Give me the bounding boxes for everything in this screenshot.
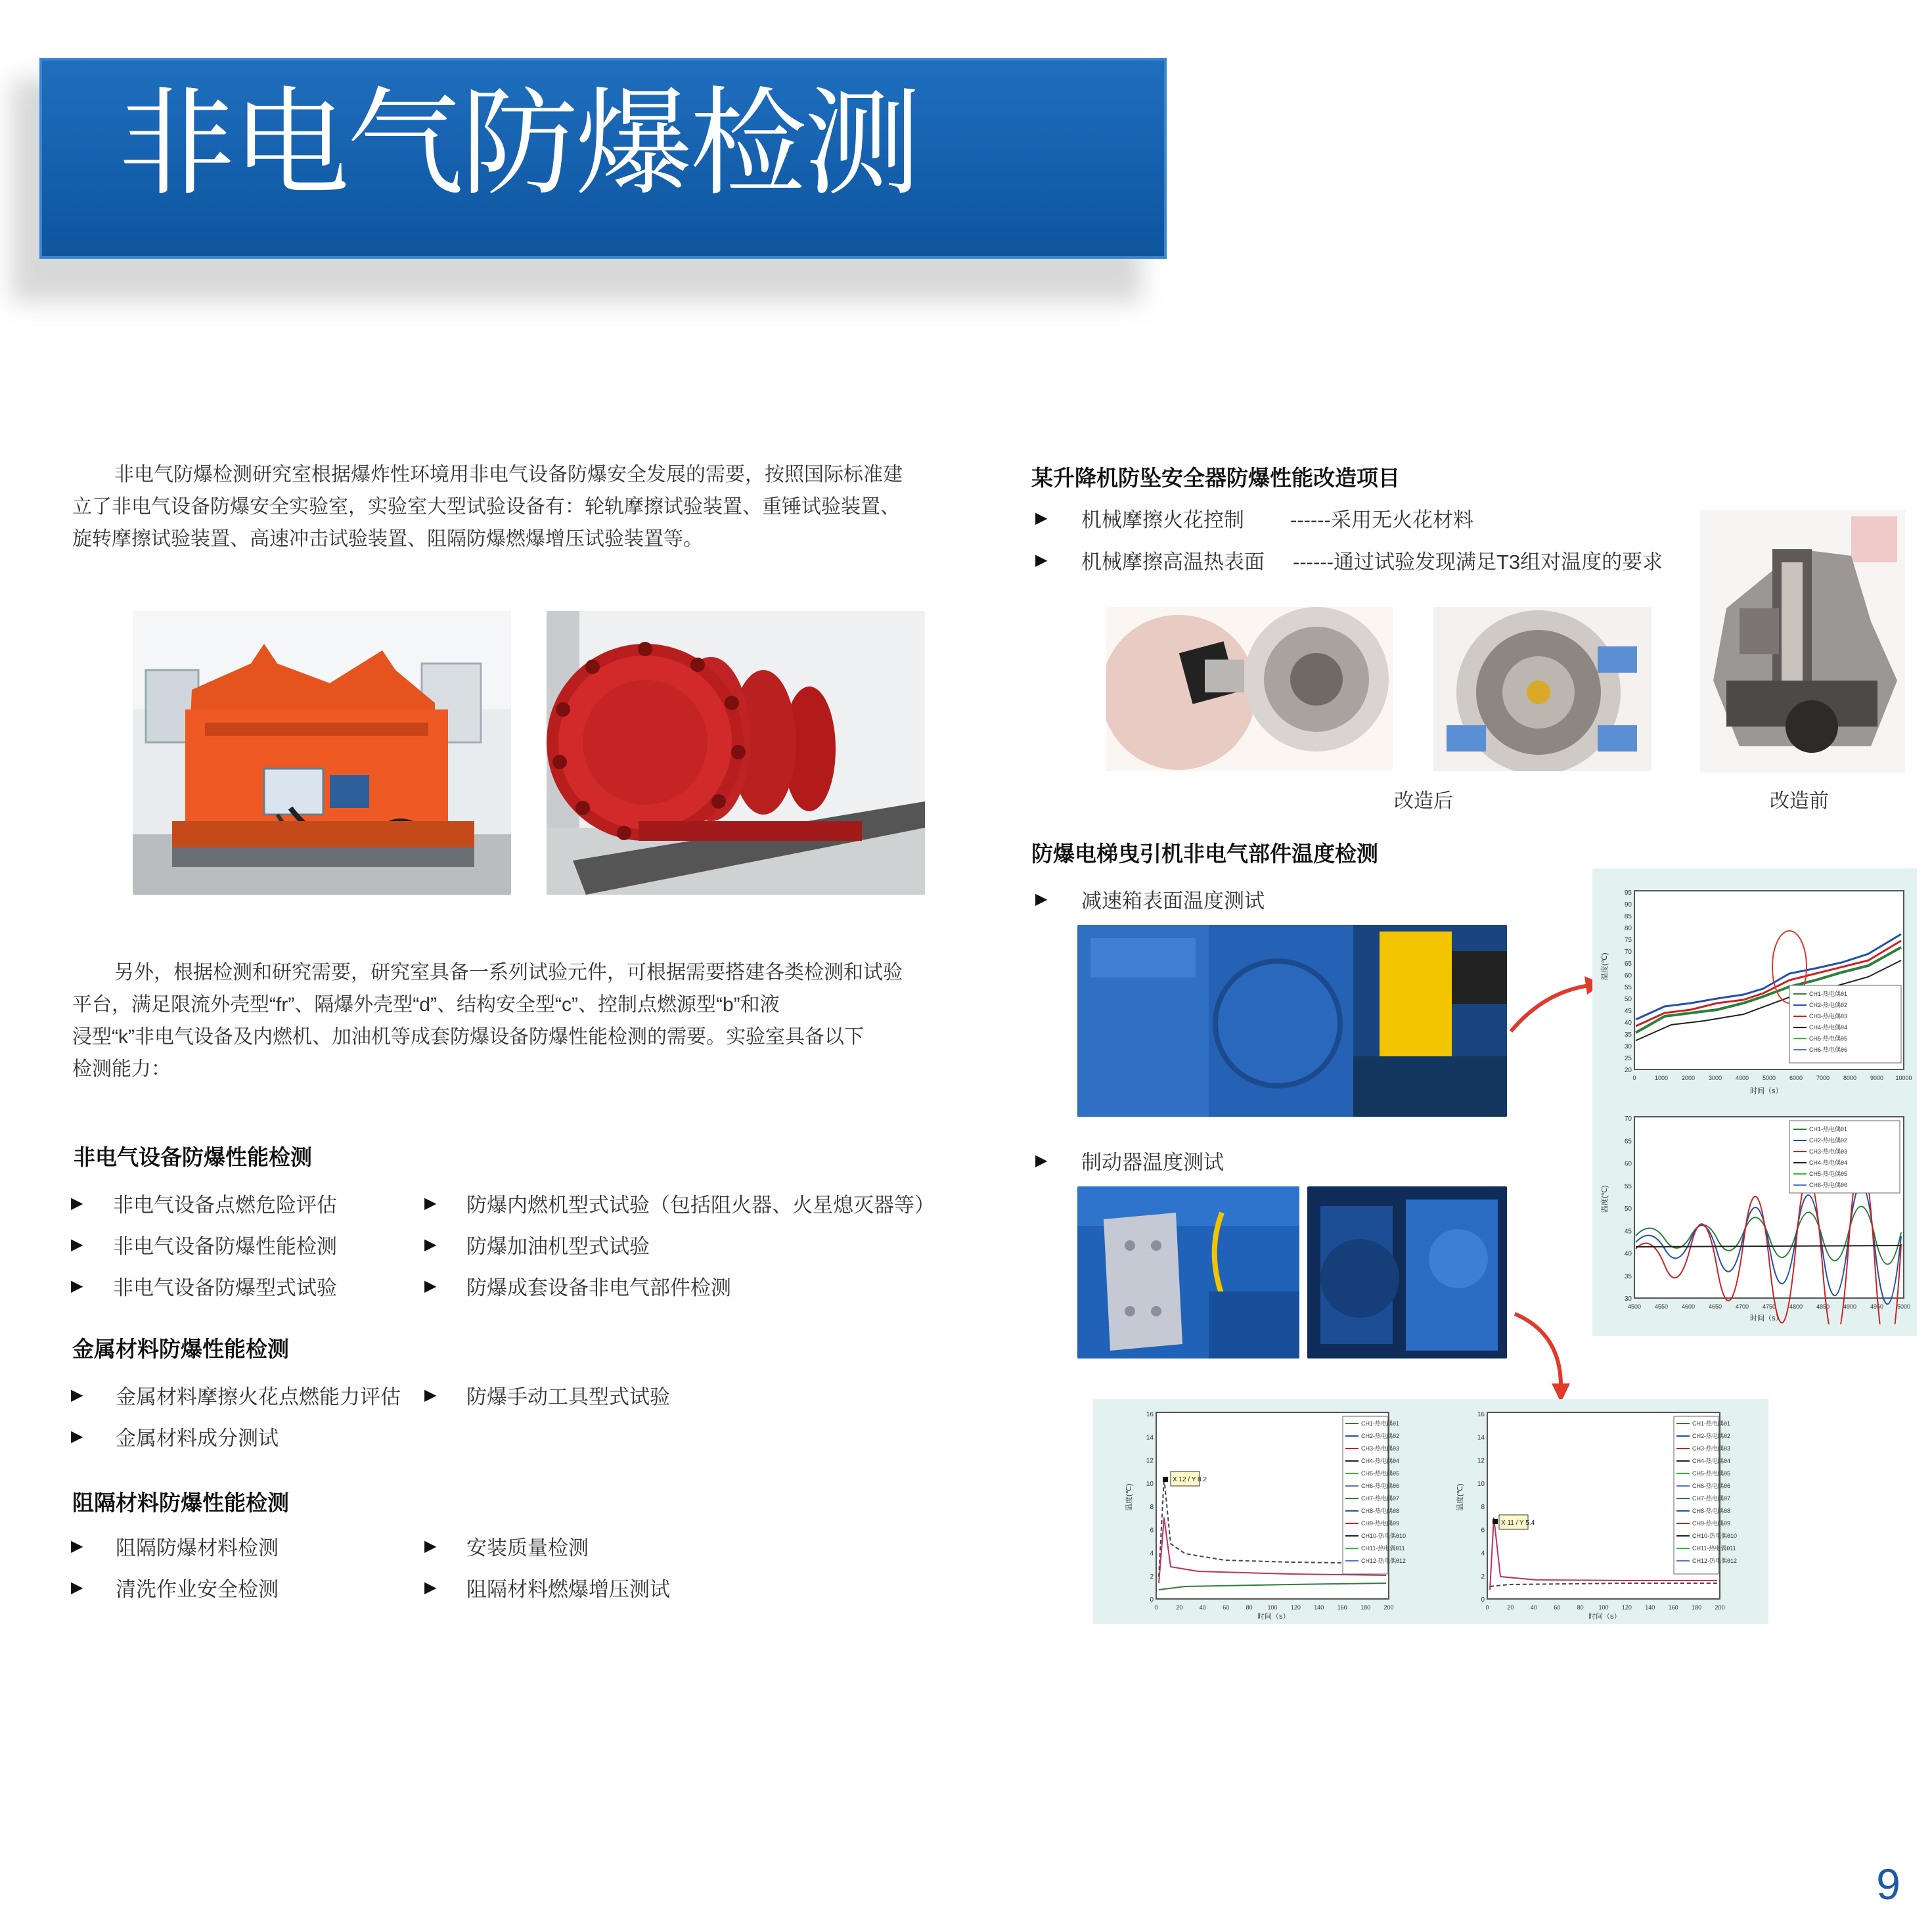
x-axis-label: 时间（s） <box>1588 1613 1621 1621</box>
legend-entry: CH6-热电偶θ6 <box>1809 1182 1848 1188</box>
section-title: 阻隔材料防爆性能检测 <box>72 1491 289 1515</box>
legend-entry: CH10-热电偶θ10 <box>1361 1533 1406 1539</box>
x-tick-label: 7000 <box>1816 1075 1830 1081</box>
x-tick-label: 180 <box>1692 1604 1702 1611</box>
intro-line: 检测能力： <box>72 1058 171 1080</box>
y-tick-label: 25 <box>1624 1055 1632 1062</box>
legend-entry: CH6-热电偶θ6 <box>1809 1046 1848 1053</box>
x-axis-label: 时间（s） <box>1257 1613 1290 1621</box>
x-tick-label: 10000 <box>1895 1075 1912 1081</box>
list-item: ▶ 机械摩擦高温热表面 ------通过试验发现满足T3组对温度的要求 <box>1035 550 1663 573</box>
x-tick-label: 4850 <box>1816 1303 1830 1310</box>
list-item: ▶ 金属材料成分测试 <box>71 1427 279 1450</box>
triangle-right-icon: ▶ <box>1035 508 1048 527</box>
x-tick-label: 140 <box>1314 1604 1324 1611</box>
x-tick-label: 9000 <box>1870 1075 1884 1081</box>
intro-paragraph-1 <box>72 459 966 555</box>
y-tick-label: 45 <box>1624 1008 1632 1015</box>
x-tick-label: 4600 <box>1681 1303 1696 1310</box>
y-tick-label: 8 <box>1481 1504 1485 1511</box>
page-title: 非电气防爆检测 <box>118 76 918 212</box>
triangle-right-icon: ▶ <box>71 1537 83 1555</box>
x-tick-label: 200 <box>1383 1604 1394 1611</box>
legend-entry: CH7-热电偶θ7 <box>1692 1495 1731 1502</box>
list-item: ▶ 非电气设备防爆性能检测 <box>71 1235 337 1258</box>
triangle-right-icon: ▶ <box>424 1236 437 1253</box>
triangle-right-icon: ▶ <box>424 1537 437 1555</box>
y-tick-label: 30 <box>1624 1295 1632 1303</box>
y-tick-label: 10 <box>1146 1480 1154 1488</box>
y-axis-label: 温度(℃) <box>1125 1483 1133 1511</box>
legend-entry: CH6-热电偶θ6 <box>1361 1483 1400 1489</box>
legend-entry: CH12-热电偶θ12 <box>1692 1558 1738 1564</box>
y-tick-label: 6 <box>1481 1527 1485 1535</box>
gearbox-photo <box>1077 925 1507 1117</box>
x-tick-label: 20 <box>1507 1604 1514 1611</box>
x-tick-label: 3000 <box>1708 1075 1722 1081</box>
section-title: 非电气设备防爆性能检测 <box>74 1145 312 1169</box>
x-tick-label: 5000 <box>1762 1075 1776 1081</box>
legend-entry: CH8-热电偶θ8 <box>1361 1508 1400 1514</box>
x-tick-label: 5000 <box>1897 1303 1911 1310</box>
legend-entry: CH2-热电偶θ2 <box>1809 1002 1848 1008</box>
legend-entry: CH4-热电偶θ4 <box>1809 1159 1848 1166</box>
before-retrofit-photo <box>1700 510 1905 773</box>
x-tick-label: 100 <box>1267 1604 1278 1611</box>
triangle-right-icon: ▶ <box>71 1277 83 1295</box>
x-tick-label: 8000 <box>1843 1075 1857 1081</box>
list-item: ▶ 安装质量检测 <box>424 1537 589 1560</box>
x-tick-label: 4900 <box>1843 1303 1857 1310</box>
legend-entry: CH6-热电偶θ6 <box>1692 1483 1731 1489</box>
triangle-right-icon: ▶ <box>424 1386 437 1404</box>
x-tick-label: 80 <box>1246 1604 1253 1611</box>
list-item: ▶ 机械摩擦火花控制 ------采用无火花材料 <box>1035 508 1473 531</box>
after-retrofit-caption: 改造后 <box>1394 790 1453 812</box>
legend-entry: CH1-热电偶θ1 <box>1361 1420 1400 1427</box>
y-tick-label: 85 <box>1624 913 1632 920</box>
x-tick-label: 2000 <box>1681 1075 1696 1081</box>
brake-temperature-rise-chart-2 <box>1431 1399 1768 1624</box>
page-number: 9 <box>1876 1860 1900 1908</box>
y-tick-label: 80 <box>1624 925 1632 932</box>
x-tick-label: 4000 <box>1735 1075 1749 1081</box>
x-tick-label: 40 <box>1530 1604 1537 1611</box>
y-tick-label: 14 <box>1146 1434 1154 1442</box>
x-tick-label: 100 <box>1598 1604 1609 1611</box>
project-title: 某升降机防坠安全器防爆性能改造项目 <box>1031 466 1400 490</box>
x-tick-label: 200 <box>1715 1604 1725 1611</box>
gearbox-temperature-chart <box>1592 868 1917 1098</box>
legend-entry: CH4-热电偶θ4 <box>1692 1458 1731 1464</box>
x-tick-label: 4750 <box>1762 1303 1776 1310</box>
triangle-right-icon: ▶ <box>424 1277 437 1295</box>
list-item: ▶ 金属材料摩擦火花点燃能力评估 <box>71 1385 401 1408</box>
x-tick-label: 0 <box>1632 1075 1636 1081</box>
after-retrofit-photo-1 <box>1106 607 1393 771</box>
y-tick-label: 65 <box>1624 1138 1632 1146</box>
x-tick-label: 120 <box>1621 1604 1632 1611</box>
section-1-col-2 <box>424 1182 935 1307</box>
brake-temperature-chart <box>1592 1108 1917 1324</box>
y-tick-label: 70 <box>1624 1115 1632 1123</box>
list-item: ▶ 阻隔防爆材料检测 <box>71 1537 279 1560</box>
triangle-right-icon: ▶ <box>1035 890 1048 908</box>
list-item: ▶ 阻隔材料燃爆增压测试 <box>424 1578 670 1601</box>
x-tick-label: 0 <box>1154 1604 1158 1611</box>
x-tick-label: 160 <box>1668 1604 1678 1611</box>
elevator-section-title: 防爆电梯曳引机非电气部件温度检测 <box>1031 842 1378 866</box>
x-tick-label: 60 <box>1554 1604 1561 1611</box>
x-tick-label: 40 <box>1199 1604 1206 1611</box>
y-tick-label: 30 <box>1624 1043 1632 1050</box>
triangle-right-icon: ▶ <box>1035 550 1048 569</box>
y-axis-label: 温度(℃) <box>1601 1185 1609 1213</box>
legend-entry: CH1-热电偶θ1 <box>1692 1420 1731 1427</box>
x-tick-label: 4700 <box>1735 1303 1749 1310</box>
y-tick-label: 10 <box>1477 1480 1485 1488</box>
intro-line: 非电气防爆检测研究室根据爆炸性环境用非电气设备防爆安全发展的需要，按照国际标准建 <box>114 464 903 485</box>
triangle-right-icon: ▶ <box>424 1194 437 1212</box>
x-tick-label: 160 <box>1337 1604 1347 1611</box>
y-tick-label: 6 <box>1150 1527 1154 1535</box>
legend-entry: CH5-热电偶θ5 <box>1809 1035 1848 1042</box>
x-tick-label: 4800 <box>1789 1303 1803 1310</box>
legend-entry: CH5-热电偶θ5 <box>1361 1470 1400 1477</box>
legend-entry: CH4-热电偶θ4 <box>1361 1458 1400 1464</box>
x-tick-label: 4550 <box>1654 1303 1669 1310</box>
y-tick-label: 4 <box>1481 1550 1485 1558</box>
legend-entry: CH9-热电偶θ9 <box>1692 1520 1731 1527</box>
legend-entry: CH11-热电偶θ11 <box>1361 1545 1405 1552</box>
legend-entry: CH9-热电偶θ9 <box>1361 1520 1400 1527</box>
x-tick-label: 80 <box>1577 1604 1584 1611</box>
legend-entry: CH3-热电偶θ3 <box>1809 1148 1848 1155</box>
list-item: ▶ 防爆成套设备非电气部件检测 <box>424 1276 731 1299</box>
brake-photo-1 <box>1077 1186 1299 1359</box>
y-tick-label: 4 <box>1150 1550 1154 1558</box>
x-tick-label: 0 <box>1485 1604 1489 1611</box>
y-tick-label: 55 <box>1624 1182 1632 1190</box>
legend-entry: CH8-热电偶θ8 <box>1692 1508 1731 1514</box>
y-tick-label: 0 <box>1150 1596 1154 1604</box>
x-tick-label: 4650 <box>1708 1303 1722 1310</box>
y-tick-label: 55 <box>1624 984 1632 991</box>
red-curved-arrow-icon <box>1508 1307 1581 1406</box>
y-tick-label: 60 <box>1624 1160 1632 1168</box>
list-item: ▶ 非电气设备点燃危险评估 <box>71 1194 337 1217</box>
brake-temperature-rise-chart-1 <box>1093 1399 1431 1624</box>
legend-entry: CH3-热电偶θ3 <box>1809 1013 1848 1020</box>
triangle-right-icon: ▶ <box>71 1427 83 1445</box>
legend-entry: CH1-热电偶θ1 <box>1809 1126 1848 1133</box>
x-tick-label: 6000 <box>1789 1075 1803 1081</box>
friction-rig-photo <box>133 611 511 895</box>
y-tick-label: 95 <box>1624 889 1632 897</box>
intro-line: 立了非电气设备防爆安全实验室，实验室大型试验设备有：轮轨摩擦试验装置、重锤试验装置、 <box>72 496 900 518</box>
intro-line: 平台，满足限流外壳型“fr”、隔爆外壳型“d”、结构安全型“c”、控制点燃源型“b”和液 <box>72 994 780 1016</box>
y-axis-label: 温度(℃) <box>1456 1483 1464 1511</box>
intro-line: 浸型“k”非电气设备及内燃机、加油机等成套防爆设备防爆性能检测的需要。实验室具备以下 <box>72 1026 864 1048</box>
x-tick-label: 20 <box>1176 1604 1183 1611</box>
legend-entry: CH2-热电偶θ2 <box>1809 1137 1848 1144</box>
x-tick-label: 4950 <box>1870 1303 1884 1310</box>
legend-entry: CH5-热电偶θ5 <box>1809 1171 1848 1177</box>
brake-photo-2 <box>1307 1186 1507 1359</box>
legend-entry: CH3-热电偶θ3 <box>1361 1445 1400 1452</box>
legend-entry: CH11-热电偶θ11 <box>1692 1545 1736 1552</box>
y-tick-label: 40 <box>1624 1020 1632 1027</box>
intro-line: 另外，根据检测和研究需要，研究室具备一系列试验元件，可根据需要搭建各类检测和试验 <box>114 962 903 983</box>
x-tick-label: 180 <box>1360 1604 1371 1611</box>
list-item: ▶ 清洗作业安全检测 <box>71 1578 279 1601</box>
y-tick-label: 40 <box>1624 1250 1632 1258</box>
list-item: ▶ 制动器温度测试 <box>1035 1151 1224 1174</box>
section-1-col-1 <box>71 1182 337 1307</box>
data-marker-label: X 11 / Y 5.4 <box>1501 1519 1535 1527</box>
y-tick-label: 45 <box>1624 1228 1632 1236</box>
intro-paragraph-2 <box>72 956 966 1085</box>
legend-entry: CH2-热电偶θ2 <box>1692 1433 1731 1439</box>
x-axis-label: 时间（s） <box>1750 1087 1783 1095</box>
list-item: ▶ 减速箱表面温度测试 <box>1035 889 1265 912</box>
x-tick-label: 1000 <box>1654 1075 1669 1081</box>
intro-line: 旋转摩擦试验装置、高速冲击试验装置、阻隔防爆燃爆增压试验装置等。 <box>72 528 703 550</box>
x-tick-label: 140 <box>1645 1604 1655 1611</box>
triangle-right-icon: ▶ <box>1035 1152 1048 1169</box>
legend-entry: CH7-热电偶θ7 <box>1361 1495 1400 1502</box>
data-marker-label: X 12 / Y 8.2 <box>1173 1476 1207 1483</box>
legend-entry: CH4-热电偶θ4 <box>1809 1024 1848 1031</box>
section-3-col-1 <box>71 1525 279 1608</box>
y-tick-label: 8 <box>1150 1504 1154 1511</box>
pressure-vessel-photo <box>547 611 925 895</box>
x-axis-label: 时间（s） <box>1750 1314 1783 1322</box>
section-2-col-2 <box>424 1374 670 1416</box>
y-tick-label: 12 <box>1477 1457 1485 1465</box>
y-tick-label: 12 <box>1146 1457 1154 1465</box>
list-item: ▶ 防爆内燃机型式试验（包括阻火器、火星熄灭器等） <box>424 1194 935 1217</box>
list-item: ▶ 防爆加油机型式试验 <box>424 1235 650 1258</box>
list-item: ▶ 防爆手动工具型式试验 <box>424 1385 670 1408</box>
triangle-right-icon: ▶ <box>424 1579 437 1596</box>
legend-entry: CH2-热电偶θ2 <box>1361 1433 1400 1439</box>
y-axis-label: 温度(℃) <box>1601 953 1609 980</box>
y-tick-label: 20 <box>1624 1067 1632 1074</box>
y-tick-label: 50 <box>1624 1205 1632 1213</box>
x-tick-label: 4500 <box>1627 1303 1642 1310</box>
y-tick-label: 70 <box>1624 949 1632 956</box>
x-tick-label: 60 <box>1223 1604 1230 1611</box>
triangle-right-icon: ▶ <box>71 1194 83 1212</box>
legend-entry: CH12-热电偶θ12 <box>1361 1558 1406 1564</box>
legend-entry: CH3-热电偶θ3 <box>1692 1445 1731 1452</box>
triangle-right-icon: ▶ <box>71 1236 83 1253</box>
y-tick-label: 16 <box>1146 1411 1154 1418</box>
triangle-right-icon: ▶ <box>71 1579 83 1596</box>
y-tick-label: 75 <box>1624 937 1632 944</box>
x-tick-label: 120 <box>1290 1604 1301 1611</box>
y-tick-label: 50 <box>1624 996 1632 1003</box>
before-retrofit-caption: 改造前 <box>1770 790 1829 812</box>
y-tick-label: 35 <box>1624 1031 1632 1039</box>
y-tick-label: 90 <box>1624 901 1632 909</box>
triangle-right-icon: ▶ <box>71 1386 83 1404</box>
legend-entry: CH5-热电偶θ5 <box>1692 1470 1731 1477</box>
y-tick-label: 0 <box>1481 1596 1485 1604</box>
section-3-col-2 <box>424 1525 670 1608</box>
y-tick-label: 2 <box>1481 1573 1485 1581</box>
y-tick-label: 65 <box>1624 960 1632 968</box>
y-tick-label: 16 <box>1477 1411 1485 1418</box>
list-item: ▶ 非电气设备防爆型式试验 <box>71 1276 337 1299</box>
y-tick-label: 14 <box>1477 1434 1485 1442</box>
section-2-col-1 <box>71 1374 401 1457</box>
project-items <box>1035 497 1663 581</box>
y-tick-label: 35 <box>1624 1272 1632 1280</box>
y-tick-label: 60 <box>1624 972 1632 979</box>
after-retrofit-photo-2 <box>1433 607 1651 771</box>
legend-entry: CH1-热电偶θ1 <box>1809 991 1848 997</box>
section-title: 金属材料防爆性能检测 <box>72 1337 289 1361</box>
y-tick-label: 2 <box>1150 1573 1154 1581</box>
legend-entry: CH10-热电偶θ10 <box>1692 1533 1738 1539</box>
